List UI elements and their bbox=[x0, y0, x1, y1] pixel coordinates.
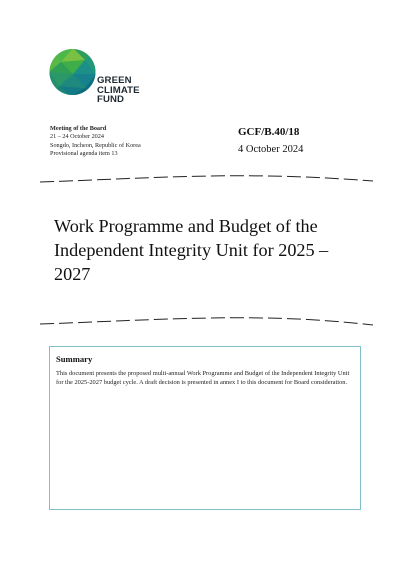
document-reference bbox=[238, 125, 303, 157]
meeting-location: Songdo, Incheon, Republic of Korea bbox=[50, 141, 141, 149]
summary-text: This document presents the proposed multi-annual Work Programme and Budget of the Independent Integrity Unit for the 2025-2027 budget cycle. A draft decision is presented in annex I to this document for Board consideration. bbox=[56, 370, 350, 386]
document-code: GCF/B.40/18 bbox=[238, 126, 300, 138]
summary-heading: Summary bbox=[56, 354, 93, 364]
globe-logo-icon bbox=[49, 48, 96, 96]
meeting-info bbox=[50, 125, 230, 158]
wave-divider-bottom bbox=[40, 316, 373, 326]
agenda-item: Provisional agenda item 13 bbox=[50, 149, 118, 157]
wave-divider-top bbox=[40, 174, 373, 184]
logo-line-1: GREEN bbox=[97, 75, 132, 86]
document-date: 4 October 2024 bbox=[238, 144, 304, 155]
logo-line-3: FUND bbox=[97, 94, 125, 106]
logo-wordmark bbox=[97, 76, 140, 105]
document-title: Work Programme and Budget of the Independent Integrity Unit for 2025 – 2027 bbox=[54, 216, 329, 284]
meeting-title: Meeting of the Board bbox=[50, 125, 107, 132]
logo-line-2: CLIMATE bbox=[97, 84, 140, 96]
summary-box bbox=[49, 346, 361, 510]
gcf-logo bbox=[49, 48, 149, 108]
meeting-dates: 21 – 24 October 2024 bbox=[50, 133, 104, 141]
